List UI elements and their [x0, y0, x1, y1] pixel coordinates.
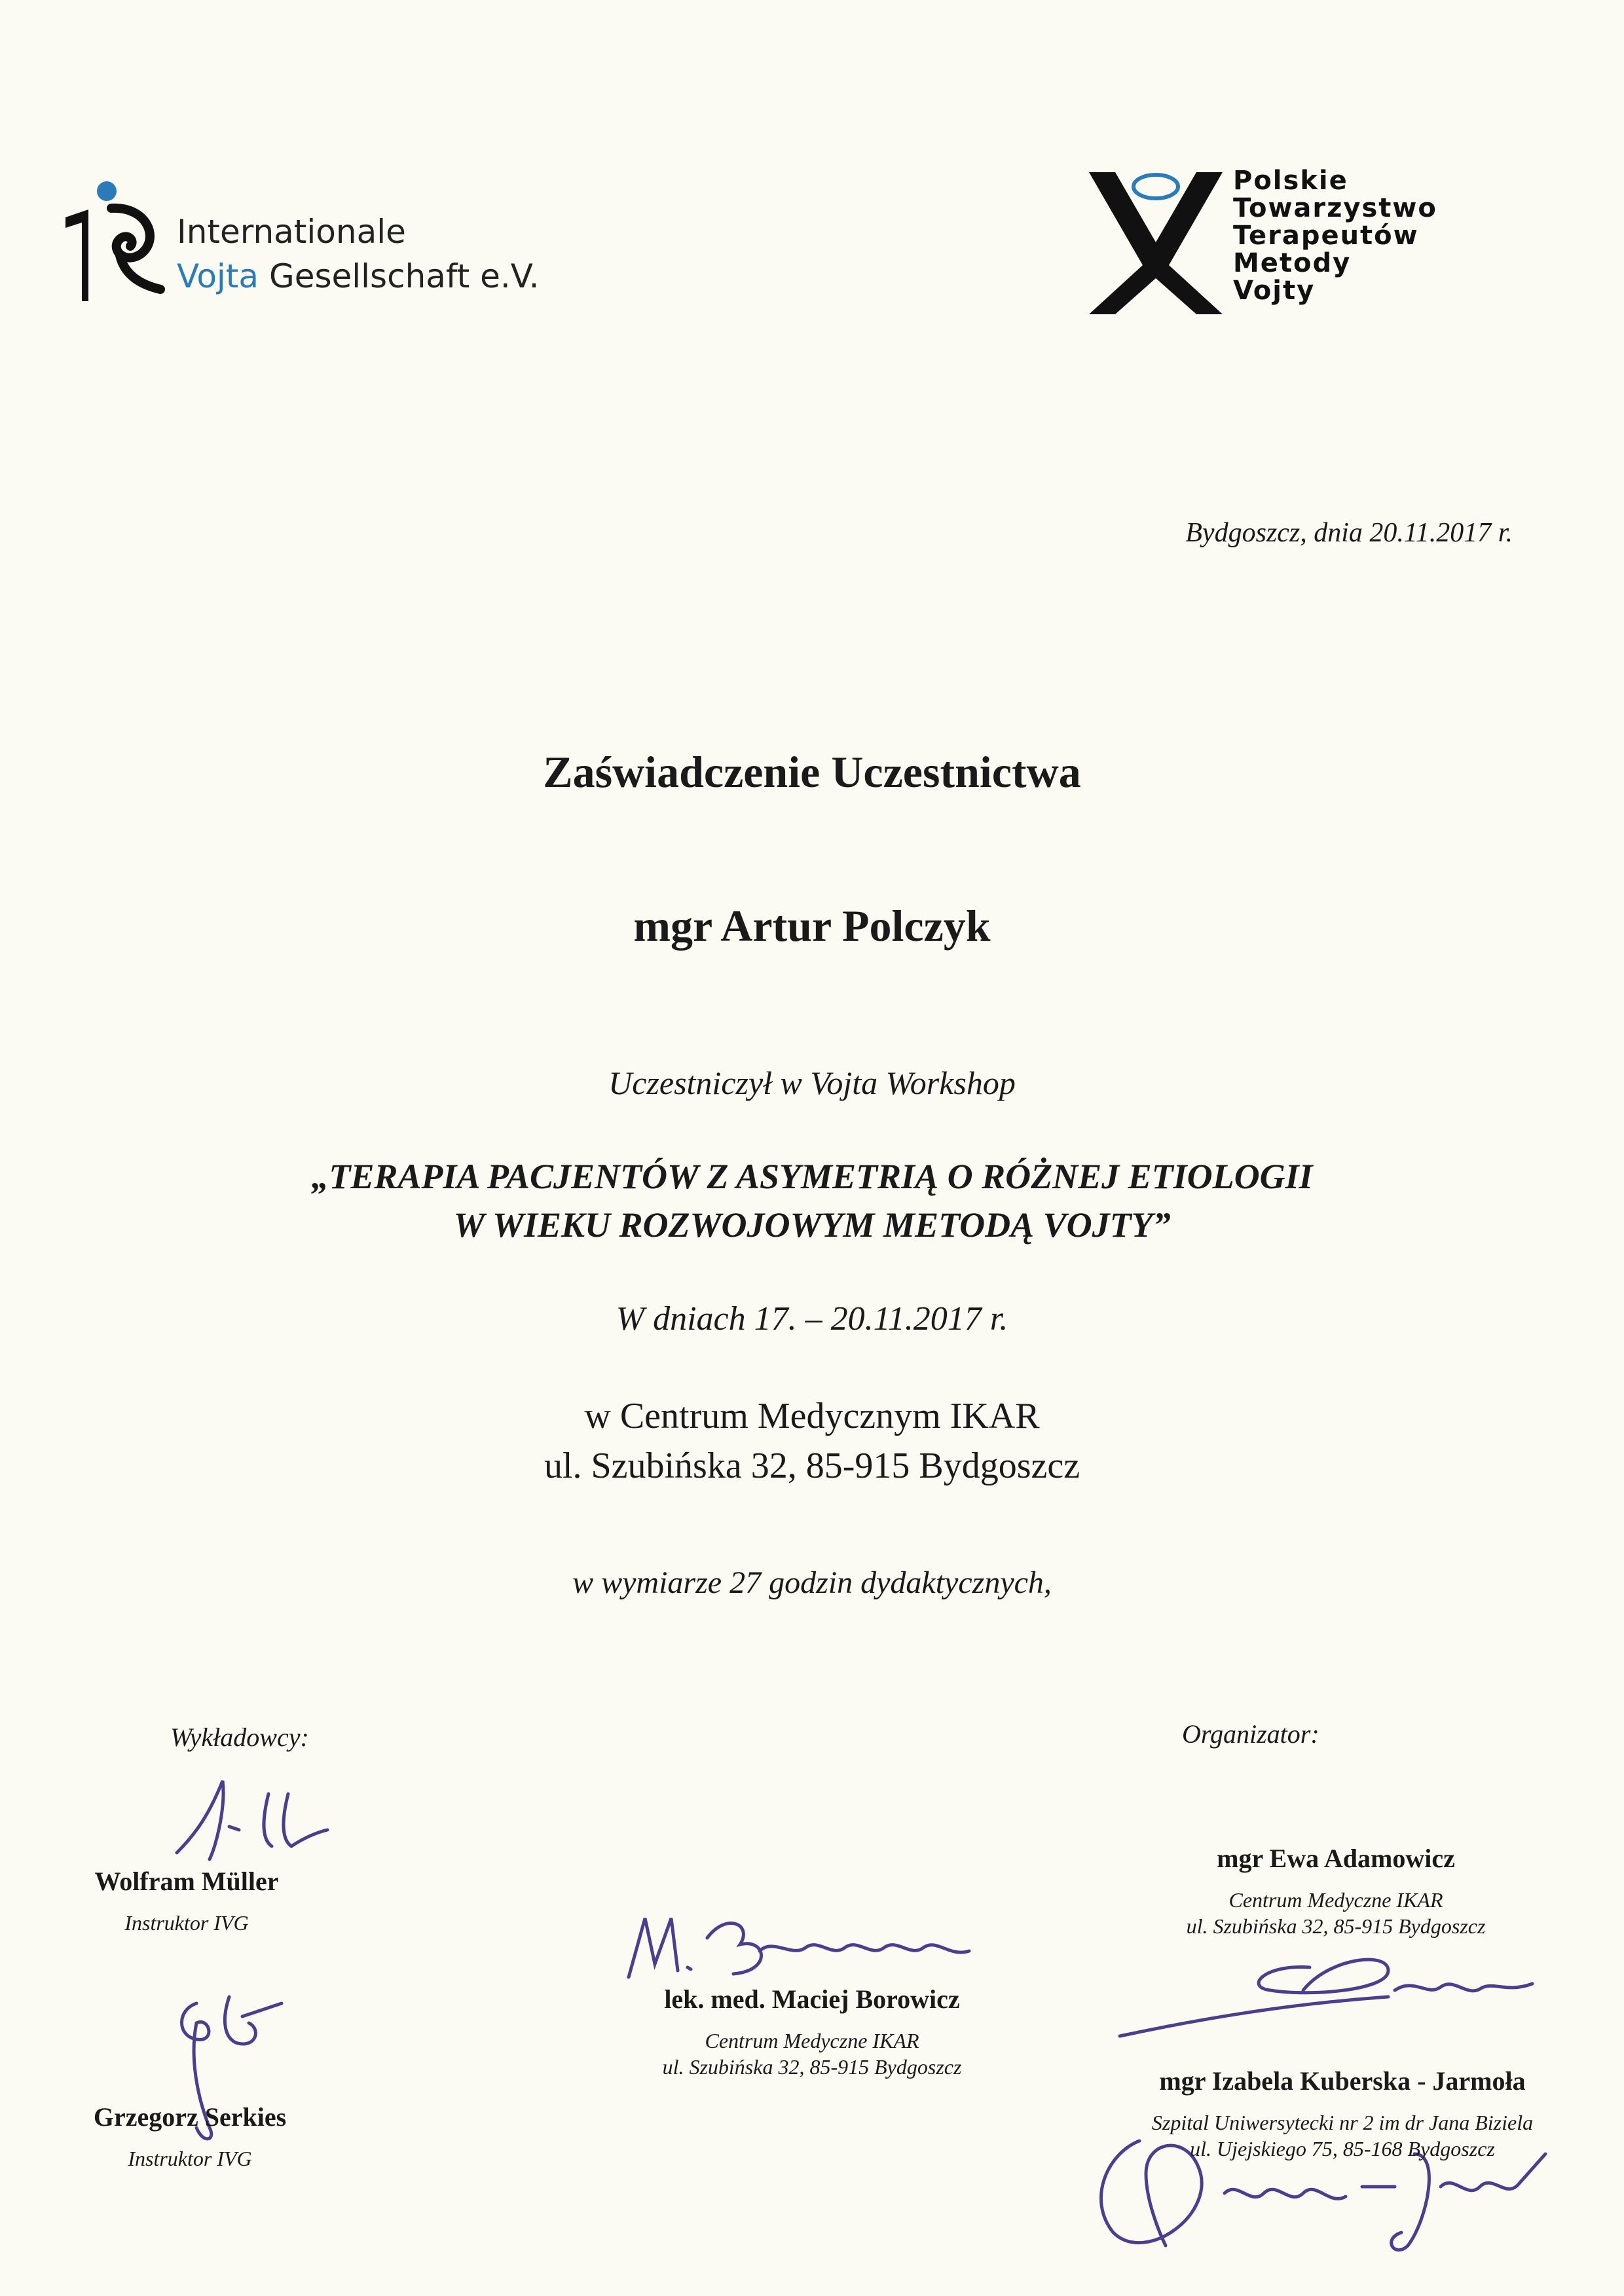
course-hours: w wymiarze 27 godzin dydaktycznych, [572, 1565, 1052, 1600]
signatory-role-line1: Centrum Medyczne IKAR [1228, 1888, 1443, 1912]
ivg-line1: Internationale [177, 213, 406, 251]
course-title-line2: W WIEKU ROZWOJOWYM METODĄ VOJTY” [453, 1205, 1171, 1245]
ivg-logo [62, 177, 586, 314]
course-dates: W dniach 17. – 20.11.2017 r. [616, 1300, 1008, 1338]
signatory-serkies [72, 2102, 308, 2172]
signatory-role-line2: ul. Szubińska 32, 85-915 Bydgoszcz [1186, 1914, 1486, 1938]
signatory-name: mgr Ewa Adamowicz [1217, 1844, 1455, 1873]
signatory-role: Instruktor IVG [124, 1911, 249, 1935]
signatory-role-line1: Centrum Medyczne IKAR [705, 2029, 919, 2052]
certificate-title: Zaświadczenie Uczestnictwa [543, 747, 1081, 797]
issue-date: Bydgoszcz, dnia 20.11.2017 r. [1185, 518, 1513, 548]
signatory-name: mgr Izabela Kuberska - Jarmoła [1159, 2066, 1526, 2096]
signatory-role [1107, 1887, 1565, 1939]
signatory-role-line2: ul. Szubińska 32, 85-915 Bydgoszcz [662, 2055, 962, 2079]
pttmv-line: Metody [1233, 248, 1352, 278]
signatory-muller [92, 1866, 282, 1936]
signatory-name: lek. med. Maciej Borowicz [664, 1984, 960, 2014]
signatory-adamowicz [1107, 1843, 1565, 1939]
signature-muller [164, 1768, 360, 1872]
signatory-role [1080, 2109, 1604, 2162]
ivg-gesellschaft: Gesellschaft e.V. [259, 257, 540, 295]
venue [0, 1391, 1624, 1491]
signature-adamowicz [1113, 1938, 1559, 2056]
participant-name: mgr Artur Polczyk [633, 901, 991, 951]
course-title-line1: „TERAPIA PACJENTÓW Z ASYMETRIĄ O RÓŻNEJ ETIOLOGII [311, 1157, 1313, 1196]
signatory-role: Instruktor IVG [128, 2147, 252, 2170]
participated-text: Uczestniczył w Vojta Workshop [608, 1065, 1016, 1101]
signatory-borowicz [589, 1984, 1035, 2080]
ivg-vojta: Vojta [177, 257, 259, 295]
organizer-label: Organizator: [1182, 1719, 1320, 1749]
ivg-logo-icon [62, 177, 177, 314]
ivg-logo-text [177, 210, 539, 299]
pttmv-logo-icon [1084, 167, 1228, 318]
signatory-role-line2: ul. Ujejskiego 75, 85-168 Bydgoszcz [1190, 2137, 1495, 2160]
pttmv-line: Terapeutów [1233, 221, 1419, 251]
pttmv-logo [1084, 167, 1555, 324]
signatory-name: Wolfram Müller [94, 1867, 279, 1896]
pttmv-line: Polskie [1233, 166, 1348, 196]
venue-line2: ul. Szubińska 32, 85-915 Bydgoszcz [544, 1446, 1080, 1486]
signature-borowicz [616, 1899, 1022, 1990]
pttmv-line: Towarzystwo [1233, 193, 1437, 223]
course-title [0, 1152, 1624, 1249]
pttmv-line: Vojty [1233, 276, 1316, 306]
venue-line1: w Centrum Medycznym IKAR [584, 1396, 1040, 1436]
lecturers-label: Wykładowcy: [170, 1722, 309, 1752]
signatory-role [589, 2028, 1035, 2080]
signatory-kuberska [1080, 2066, 1604, 2162]
signatory-name: Grzegorz Serkies [93, 2102, 287, 2132]
signatory-role-line1: Szpital Uniwersytecki nr 2 im dr Jana Biziela [1151, 2111, 1534, 2134]
ivg-line2 [177, 254, 539, 299]
pttmv-logo-text [1233, 167, 1437, 304]
